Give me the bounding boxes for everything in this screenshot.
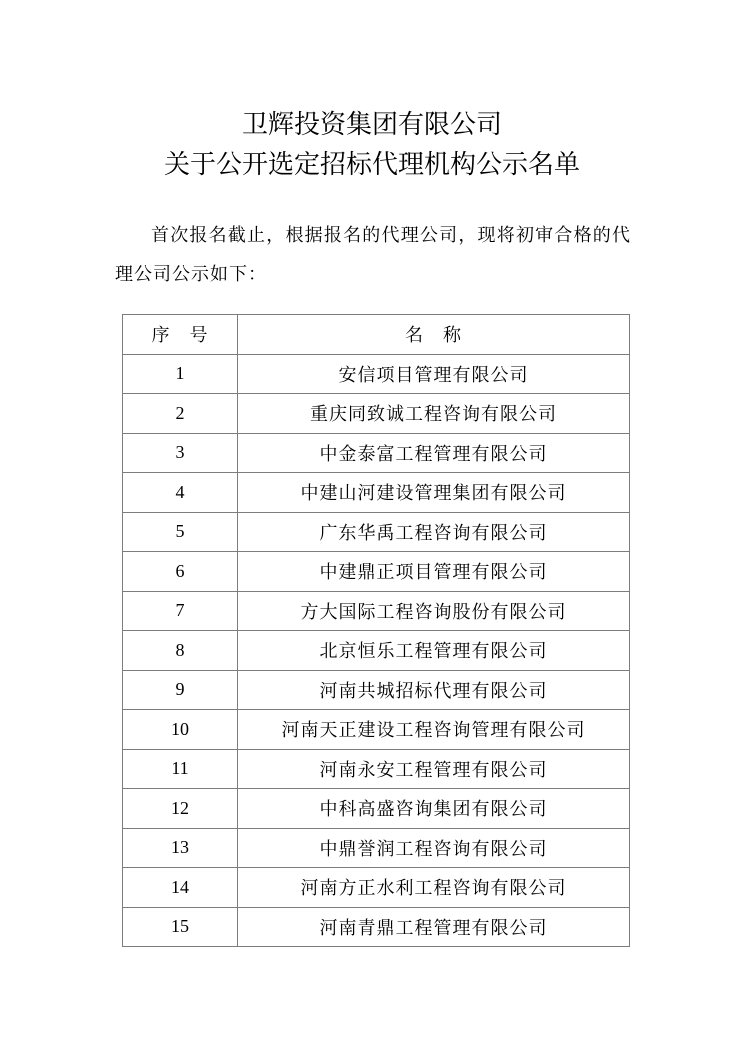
company-name-cell: 河南青鼎工程管理有限公司 [238,907,630,947]
page-title-line2: 关于公开选定招标代理机构公示名单 [163,149,580,179]
table-row [123,473,630,513]
row-index-cell: 4 [123,473,238,513]
table-row [123,789,630,829]
row-index-cell: 1 [123,354,238,394]
table-header-row [123,315,630,355]
company-name-cell: 中鼎誉润工程咨询有限公司 [238,828,630,868]
company-name-cell: 河南共城招标代理有限公司 [238,670,630,710]
company-name-cell: 河南天正建设工程咨询管理有限公司 [238,710,630,750]
table-row [123,907,630,947]
company-name-cell: 广东华禹工程咨询有限公司 [238,512,630,552]
row-index-cell: 14 [123,868,238,908]
row-index-cell: 11 [123,749,238,789]
company-name-cell: 北京恒乐工程管理有限公司 [238,631,630,671]
company-name-cell: 安信项目管理有限公司 [238,354,630,394]
page-title-line1: 卫辉投资集团有限公司 [241,109,502,139]
row-index-cell: 12 [123,789,238,829]
company-name-cell: 河南永安工程管理有限公司 [238,749,630,789]
table-row [123,710,630,750]
table-row [123,354,630,394]
company-name-cell: 河南方正水利工程咨询有限公司 [238,868,630,908]
row-index-cell: 9 [123,670,238,710]
row-index-cell: 6 [123,552,238,592]
row-index-cell: 8 [123,631,238,671]
company-name-cell: 中建鼎正项目管理有限公司 [238,552,630,592]
company-name-cell: 重庆同致诚工程咨询有限公司 [238,394,630,434]
table-row [123,512,630,552]
table-row [123,394,630,434]
row-index-cell: 3 [123,433,238,473]
table-row [123,631,630,671]
table-row [123,433,630,473]
row-index-cell: 5 [123,512,238,552]
table-row [123,868,630,908]
company-name-cell: 中建山河建设管理集团有限公司 [238,473,630,513]
row-index-cell: 13 [123,828,238,868]
row-index-cell: 10 [123,710,238,750]
table-row [123,552,630,592]
table-row [123,591,630,631]
row-index-cell: 7 [123,591,238,631]
row-index-cell: 2 [123,394,238,434]
agency-table [122,314,630,947]
intro-paragraph: 首次报名截止，根据报名的代理公司，现将初审合格的代理公司公示如下： [115,225,631,284]
row-index-cell: 15 [123,907,238,947]
page-title [0,104,744,184]
header-name: 名 称 [238,315,630,355]
company-name-cell: 中科高盛咨询集团有限公司 [238,789,630,829]
table-row [123,670,630,710]
table-row [123,749,630,789]
header-index: 序 号 [123,315,238,355]
company-name-cell: 方大国际工程咨询股份有限公司 [238,591,630,631]
table-row [123,828,630,868]
company-name-cell: 中金泰富工程管理有限公司 [238,433,630,473]
